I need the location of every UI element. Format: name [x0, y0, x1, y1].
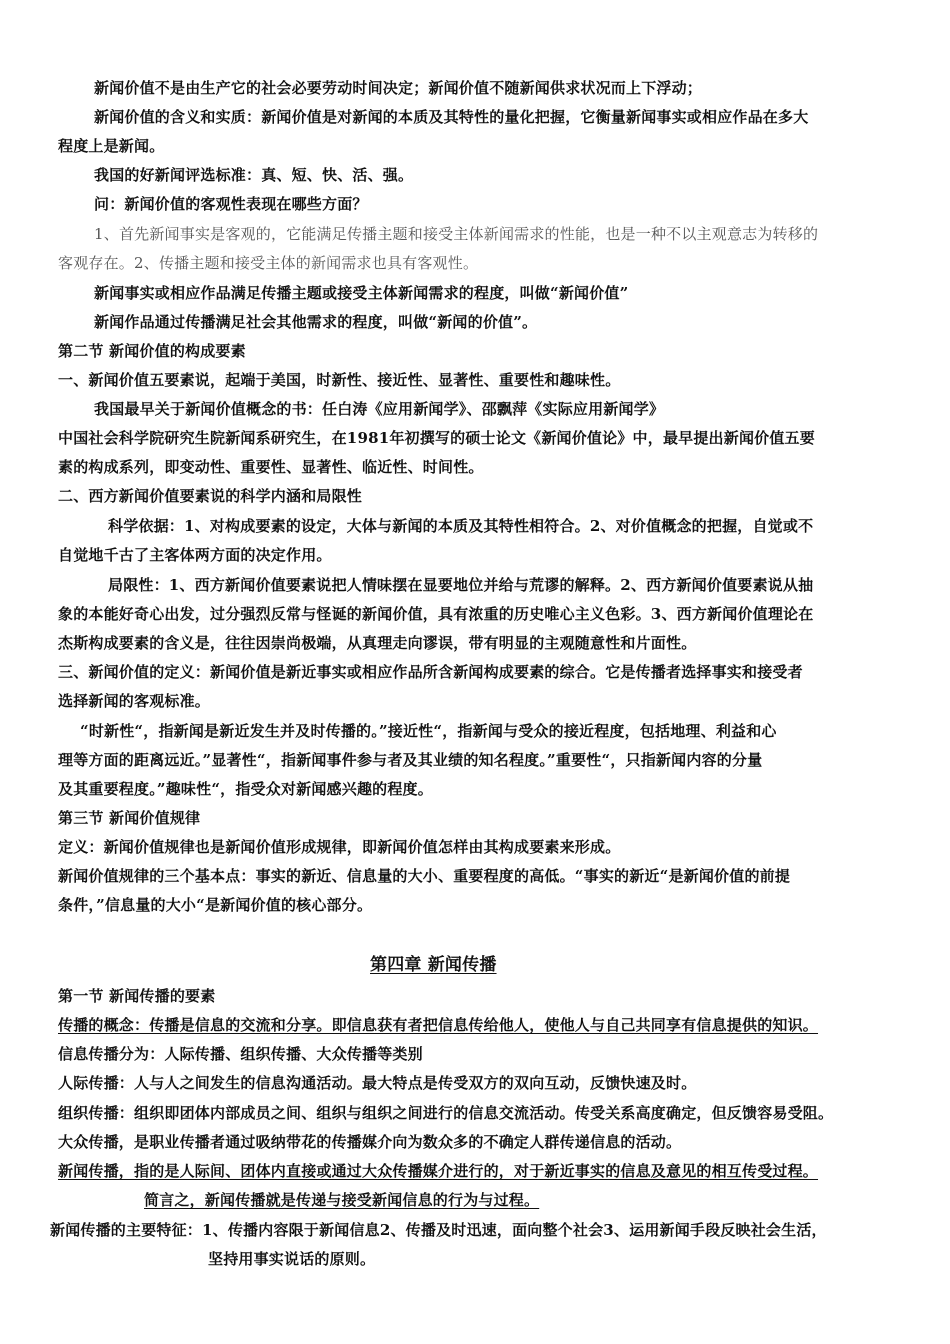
section-heading: 第一节 新闻传播的要素 [58, 987, 216, 1005]
text-line: 素的构成系列，即变动性、重要性、显著性、临近性、时间性。 [58, 458, 484, 476]
text-line: 杰斯构成要素的含义是，往往因崇尚极端，从真理走向谬误，带有明显的主观随意性和片面性。 [58, 634, 697, 652]
text-line: 新闻作品通过传播满足社会其他需求的程度，叫做“新闻的价值”。 [94, 313, 538, 331]
section-heading: 第三节 新闻价值规律 [58, 809, 201, 827]
text-line: 传播的概念：传播是信息的交流和分享。即信息获有者把信息传给他人，使他人与自己共同享有信息提供的知识。 [58, 1016, 819, 1034]
answer-line: 客观存在。2、传播主题和接受主体的新闻需求也具有客观性。 [58, 254, 479, 272]
answer-line: 1、首先新闻事实是客观的，它能满足传播主题和接受主体新闻需求的性能，也是一种不以主观意志为转移的 [94, 225, 819, 243]
text-line: 条件，”信息量的大小“是新闻价值的核心部分。 [58, 896, 373, 914]
text-line: 人际传播：人与人之间发生的信息沟通活动。最大特点是传受双方的双向互动，反馈快速及时。 [58, 1074, 697, 1092]
text-line: 一、新闻价值五要素说，起端于美国，时新性、接近性、显著性、重要性和趣味性。 [58, 371, 621, 389]
text-line: 局限性：1、西方新闻价值要素说把人情味摆在显要地位并给与荒谬的解释。2、西方新闻价值要素说从抽 [108, 576, 814, 594]
text-line: 新闻传播的主要特征：1、传播内容限于新闻信息2、传播及时迅速，面向整个社会3、运用新闻手段反映社会生活， [50, 1221, 827, 1239]
question-line: 问：新闻价值的客观性表现在哪些方面？ [94, 195, 368, 213]
text-line: 我国最早关于新闻价值概念的书：任白涛《应用新闻学》、邵飘萍《实际应用新闻学》 [94, 400, 665, 418]
text-line: 新闻价值的含义和实质：新闻价值是对新闻的本质及其特性的量化把握，它衡量新闻事实或相应作品在多大 [94, 108, 809, 126]
text-line: 组织传播：组织即团体内部成员之间、组织与组织之间进行的信息交流活动。传受关系高度确定，但反馈容易受阻。 [58, 1104, 834, 1122]
text-line: “时新性“，指新闻是新近发生并及时传播的。”接近性“，指新闻与受众的接近程度，包括地理、利益和心 [80, 722, 777, 740]
text-line: 自觉地千古了主客体两方面的决定作用。 [58, 546, 332, 564]
text-line: 及其重要程度。”趣味性“，指受众对新闻感兴趣的程度。 [58, 780, 433, 798]
section-heading: 第二节 新闻价值的构成要素 [58, 342, 246, 360]
text-line: 理等方面的距离远近。”显著性“，指新闻事件参与者及其业绩的知名程度。”重要性“，只指新闻内容的分量 [58, 751, 763, 769]
text-line: 科学依据：1、对构成要素的设定，大体与新闻的本质及其特性相符合。2、对价值概念的把握，自觉或不 [108, 517, 814, 535]
text-line: 中国社会科学院研究生院新闻系研究生，在1981年初撰写的硕士论文《新闻价值论》中，最早提出新闻价值五要 [58, 429, 815, 447]
text-line: 我国的好新闻评选标准：真、短、快、活、强。 [94, 166, 414, 184]
text-line: 象的本能好奇心出发，过分强烈反常与怪诞的新闻价值，具有浓重的历史唯心主义色彩。3、西方新闻价值理论在 [58, 605, 814, 623]
text-line: 大众传播，是职业传播者通过吸纳带花的传播媒介向为数众多的不确定人群传递信息的活动。 [58, 1133, 682, 1151]
subsection-heading: 二、西方新闻价值要素说的科学内涵和局限性 [58, 487, 363, 505]
text-line: 三、新闻价值的定义：新闻价值是新近事实或相应作品所含新闻构成要素的综合。它是传播者选择事实和接受者 [58, 663, 803, 681]
text-line: 坚持用事实说话的原则。 [208, 1250, 376, 1268]
text-line: 新闻价值规律的三个基本点：事实的新近、信息量的大小、重要程度的高低。“事实的新近“是新闻价值的前提 [58, 867, 791, 885]
text-line: 新闻价值不是由生产它的社会必要劳动时间决定；新闻价值不随新闻供求状况而上下浮动； [94, 79, 703, 97]
chapter-title: 第四章 新闻传播 [370, 955, 497, 975]
text-line: 简言之，新闻传播就是传递与接受新闻信息的行为与过程。 [144, 1191, 540, 1209]
text-line: 新闻事实或相应作品满足传播主题或接受主体新闻需求的程度，叫做“新闻价值” [94, 284, 629, 302]
text-line: 定义：新闻价值规律也是新闻价值形成规律，即新闻价值怎样由其构成要素来形成。 [58, 838, 621, 856]
text-line: 新闻传播，指的是人际间、团体内直接或通过大众传播媒介进行的，对于新近事实的信息及意见的相互传受过程。 [58, 1162, 819, 1180]
text-line: 程度上是新闻。 [58, 137, 165, 155]
text-line: 信息传播分为：人际传播、组织传播、大众传播等类别 [58, 1045, 423, 1063]
text-line: 选择新闻的客观标准。 [58, 692, 211, 710]
